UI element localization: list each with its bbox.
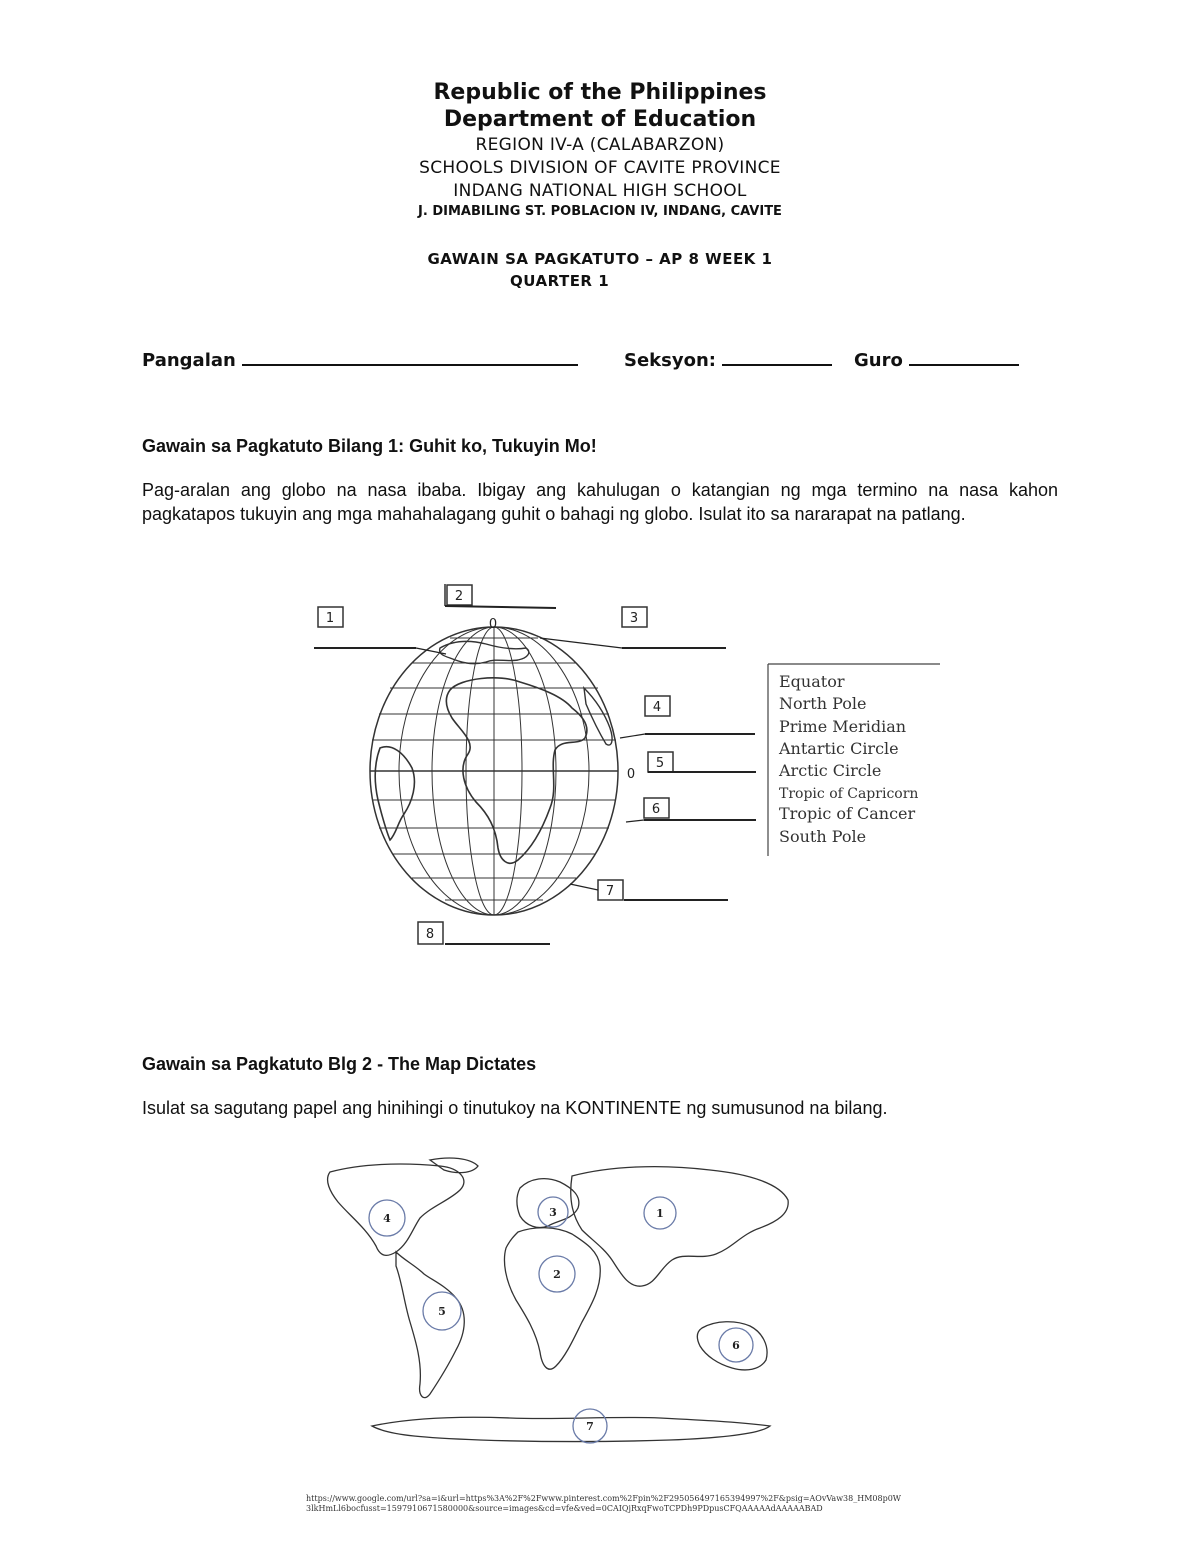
term-north-pole: North Pole bbox=[779, 694, 867, 713]
term-arctic-circle: Arctic Circle bbox=[779, 761, 882, 780]
term-tropic-cancer: Tropic of Cancer bbox=[779, 804, 916, 823]
section-field[interactable] bbox=[624, 346, 832, 371]
teacher-label: Guro bbox=[854, 350, 903, 371]
section-label: Seksyon: bbox=[624, 350, 716, 371]
header-address: J. DIMABILING ST. POBLACION IV, INDANG, CAVITE bbox=[418, 204, 782, 219]
antarctica-shape bbox=[372, 1417, 770, 1441]
label-4: 4 bbox=[652, 700, 662, 715]
zero-label-top: 0 bbox=[488, 617, 498, 632]
continent-num-4: 4 bbox=[383, 1212, 391, 1225]
label-5: 5 bbox=[655, 756, 665, 771]
teacher-field[interactable] bbox=[854, 346, 1019, 371]
south-america-shape bbox=[396, 1252, 464, 1398]
activity1-title: Gawain sa Pagkatuto Bilang 1: Guhit ko, Tukuyin Mo! bbox=[142, 436, 597, 456]
term-antartic-circle: Antartic Circle bbox=[779, 739, 899, 758]
continent-num-5: 5 bbox=[438, 1305, 446, 1318]
africa-shape bbox=[504, 1228, 600, 1369]
section-blank[interactable] bbox=[722, 346, 832, 366]
header-department: Department of Education bbox=[443, 107, 757, 132]
source-url[interactable]: https://www.google.com/url?sa=i&url=https%3A%2F%2Fwww.pinterest.com%2Fpin%2F295056497165394997%2F&psig=AOvVaw38_HM08p0W3lkHmLl6bocfusst=1597910671580000&source=images&cd=vfe&ved=0CAIQjRxqFwoTCPDh9PDpusCFQAAAAAdAAAAABAD bbox=[306, 1494, 902, 1513]
continent-num-6: 6 bbox=[732, 1339, 740, 1352]
name-label: Pangalan bbox=[142, 350, 236, 371]
name-blank[interactable] bbox=[242, 346, 578, 366]
header-division: SCHOOLS DIVISION OF CAVITE PROVINCE bbox=[419, 158, 781, 178]
label-6: 6 bbox=[651, 802, 661, 817]
term-south-pole: South Pole bbox=[779, 827, 867, 846]
term-prime-meridian: Prime Meridian bbox=[779, 717, 907, 736]
activity1-instructions: Pag-aralan ang globo na nasa ibaba. Ibigay ang kahulugan o katangian ng mga termino na nasa kahon pagkatapos tukuyin ang mga mahahalagang guhit o bahagi ng globo. Isulat ito sa nararapat na patlang. bbox=[142, 480, 1058, 524]
world-map bbox=[320, 1156, 800, 1456]
asia-edge-outline bbox=[584, 688, 612, 745]
activity2-instructions: Isulat sa sagutang papel ang hinihingi o tinutukoy na KONTINENTE ng sumusunod na bilang. bbox=[142, 1098, 888, 1118]
header-region: REGION IV-A (CALABARZON) bbox=[475, 135, 725, 155]
header-republic: Republic of the Philippines bbox=[433, 80, 767, 105]
label-3: 3 bbox=[629, 611, 639, 626]
europe-shape bbox=[517, 1179, 579, 1228]
continent-num-3: 3 bbox=[549, 1206, 557, 1219]
activity2-title: Gawain sa Pagkatuto Blg 2 - The Map Dictates bbox=[142, 1054, 537, 1074]
name-field[interactable] bbox=[142, 346, 578, 371]
north-america-shape bbox=[328, 1164, 464, 1255]
continent-num-2: 2 bbox=[553, 1268, 561, 1281]
term-tropic-capricorn: Tropic of Capricorn bbox=[779, 786, 919, 802]
asia-shape bbox=[571, 1167, 788, 1287]
zero-label-right: 0 bbox=[626, 767, 636, 782]
term-equator: Equator bbox=[779, 672, 845, 691]
teacher-blank[interactable] bbox=[909, 346, 1019, 366]
header-school: INDANG NATIONAL HIGH SCHOOL bbox=[453, 181, 747, 201]
worksheet-quarter: QUARTER 1 bbox=[510, 272, 610, 290]
label-1: 1 bbox=[325, 611, 335, 626]
worksheet-title: GAWAIN SA PAGKATUTO – AP 8 WEEK 1 bbox=[427, 250, 773, 268]
south-america-outline bbox=[375, 747, 414, 840]
globe-diagram bbox=[300, 578, 960, 958]
label-8: 8 bbox=[425, 927, 435, 942]
northern-landmass-outline bbox=[440, 641, 529, 663]
continent-num-7: 7 bbox=[586, 1420, 594, 1433]
label-7: 7 bbox=[605, 884, 615, 899]
label-2: 2 bbox=[454, 589, 464, 604]
continent-num-1: 1 bbox=[656, 1207, 664, 1220]
